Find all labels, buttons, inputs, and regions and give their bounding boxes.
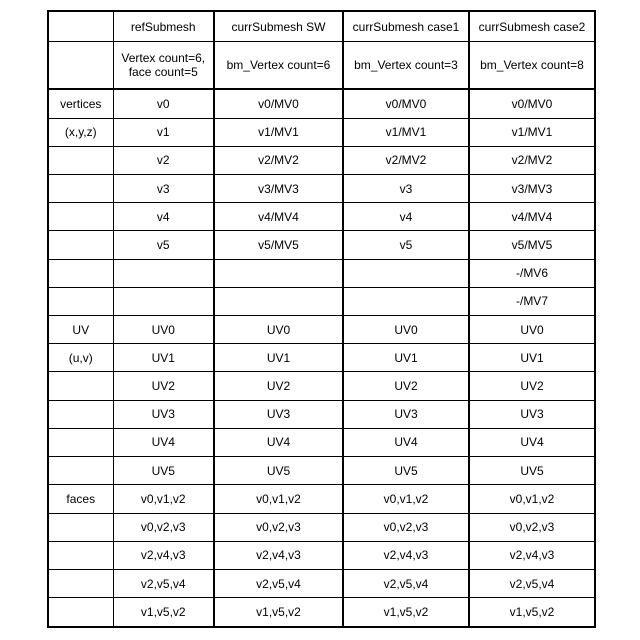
table-row [48,400,595,428]
table-row [48,203,595,231]
row-label [48,400,113,428]
table-row [48,428,595,456]
table-cell: UV3 [214,400,343,428]
table-cell: UV1 [214,344,343,372]
table-cell: v3/MV3 [214,175,343,203]
column-header: currSubmesh case1 [343,11,469,42]
table-cell: v4 [343,203,469,231]
row-label [48,541,113,569]
table-body [48,11,595,627]
table-cell: v2,v4,v3 [469,541,595,569]
table-cell [113,287,214,315]
table-cell: UV1 [113,344,214,372]
table-cell: UV0 [343,316,469,344]
table-cell: -/MV6 [469,259,595,287]
table-row [48,569,595,597]
table-row [48,89,595,118]
table-cell: v4/MV4 [214,203,343,231]
subheader-cell: bm_Vertex count=8 [469,42,595,90]
table-cell: UV5 [214,457,343,485]
column-header: refSubmesh [113,11,214,42]
table-row [48,598,595,627]
row-label [48,569,113,597]
subheader-row [48,42,595,90]
table-cell: v0,v1,v2 [343,485,469,513]
table-cell: v0 [113,89,214,118]
table-cell: UV2 [469,372,595,400]
table-cell: v2,v4,v3 [113,541,214,569]
table-cell: UV2 [113,372,214,400]
table-cell: v5 [343,231,469,259]
table-cell: UV2 [214,372,343,400]
corner-header-cell [48,11,113,42]
table-cell [113,259,214,287]
table-cell: v0,v2,v3 [113,513,214,541]
column-header: currSubmesh case2 [469,11,595,42]
table-cell [214,259,343,287]
row-label [48,231,113,259]
table-cell: UV0 [469,316,595,344]
table-cell: v2/MV2 [214,146,343,174]
table-row [48,231,595,259]
table-row [48,485,595,513]
table-cell: UV4 [469,428,595,456]
table-cell: v2 [113,146,214,174]
row-label [48,457,113,485]
table-cell: v1,v5,v2 [113,598,214,627]
row-label [48,287,113,315]
table-cell: v0,v2,v3 [469,513,595,541]
subheader-cell: bm_Vertex count=3 [343,42,469,90]
table-cell: UV1 [343,344,469,372]
table-cell: v0,v2,v3 [214,513,343,541]
table-cell: v2/MV2 [469,146,595,174]
table-cell: v1/MV1 [214,118,343,146]
table-row [48,175,595,203]
table-cell: v1 [113,118,214,146]
table-cell: v3 [343,175,469,203]
table-row [48,513,595,541]
table-cell: v5 [113,231,214,259]
table-cell: v4 [113,203,214,231]
table-row [48,457,595,485]
table-cell: v1/MV1 [469,118,595,146]
table-cell: v0,v2,v3 [343,513,469,541]
table-cell: UV3 [113,400,214,428]
table-cell: v1,v5,v2 [469,598,595,627]
table-cell: UV5 [469,457,595,485]
table-cell: UV4 [113,428,214,456]
table-cell [343,259,469,287]
table-cell: v2/MV2 [343,146,469,174]
table-cell: UV3 [469,400,595,428]
row-label [48,259,113,287]
table-cell: v2,v4,v3 [343,541,469,569]
table-row [48,344,595,372]
table-cell: v2,v5,v4 [113,569,214,597]
row-label: (u,v) [48,344,113,372]
column-header: currSubmesh SW [214,11,343,42]
table-row [48,541,595,569]
row-label [48,598,113,627]
table-cell: UV4 [343,428,469,456]
table-cell: v2,v5,v4 [214,569,343,597]
table-row [48,146,595,174]
table-cell: v4/MV4 [469,203,595,231]
table-row [48,259,595,287]
subheader-cell: Vertex count=6, face count=5 [113,42,214,90]
header-row [48,11,595,42]
table-cell: v3/MV3 [469,175,595,203]
table-cell: v2,v5,v4 [343,569,469,597]
row-label: (x,y,z) [48,118,113,146]
table-cell: v0,v1,v2 [214,485,343,513]
row-label [48,203,113,231]
corner-subheader-cell [48,42,113,90]
row-label [48,146,113,174]
table-cell: v3 [113,175,214,203]
row-label: vertices [48,89,113,118]
table-cell [214,287,343,315]
table-cell: v0,v1,v2 [113,485,214,513]
table-cell: UV0 [113,316,214,344]
submesh-comparison-table [47,10,596,628]
table-cell: UV4 [214,428,343,456]
subheader-cell: bm_Vertex count=6 [214,42,343,90]
table-row [48,118,595,146]
table-row [48,316,595,344]
table-cell: v1,v5,v2 [343,598,469,627]
table-cell: v1,v5,v2 [214,598,343,627]
table-cell: v2,v5,v4 [469,569,595,597]
table-row [48,287,595,315]
table-cell: UV1 [469,344,595,372]
row-label: faces [48,485,113,513]
table-cell: UV5 [343,457,469,485]
table-cell: UV5 [113,457,214,485]
row-label [48,513,113,541]
row-label [48,372,113,400]
table-cell: v2,v4,v3 [214,541,343,569]
table-cell: UV2 [343,372,469,400]
table-cell: UV3 [343,400,469,428]
table-cell: v0/MV0 [214,89,343,118]
table-cell [343,287,469,315]
table-cell: UV0 [214,316,343,344]
table-cell: v5/MV5 [469,231,595,259]
table-cell: -/MV7 [469,287,595,315]
row-label: UV [48,316,113,344]
row-label [48,175,113,203]
table-cell: v5/MV5 [214,231,343,259]
table-cell: v1/MV1 [343,118,469,146]
table-cell: v0,v1,v2 [469,485,595,513]
table-cell: v0/MV0 [469,89,595,118]
table-cell: v0/MV0 [343,89,469,118]
table-row [48,372,595,400]
row-label [48,428,113,456]
